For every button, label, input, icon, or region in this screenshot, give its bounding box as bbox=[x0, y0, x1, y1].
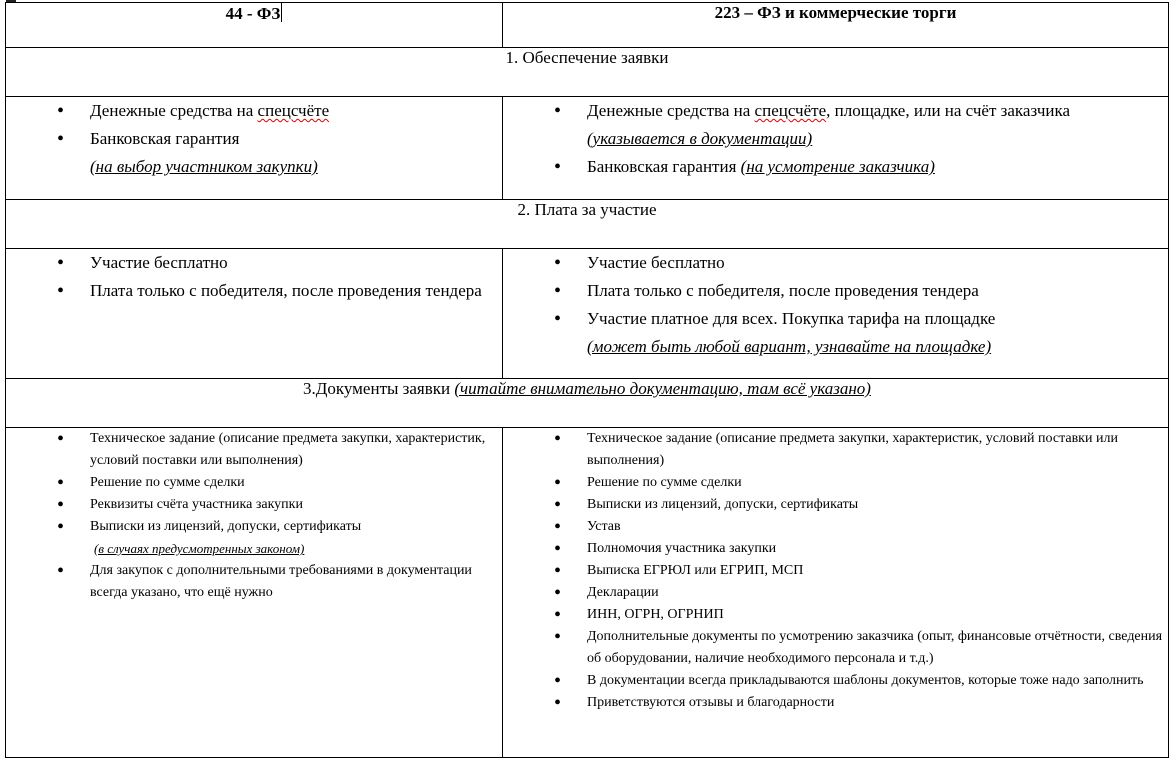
header-row bbox=[6, 3, 1169, 48]
section2-left-cell[interactable] bbox=[6, 249, 503, 379]
section2-right-list bbox=[503, 249, 1168, 361]
section3-right-list bbox=[503, 428, 1168, 714]
section2-title-row bbox=[6, 200, 1169, 249]
list-item bbox=[503, 97, 1168, 153]
header-left-cell[interactable] bbox=[6, 3, 503, 48]
list-item-note: (указывается в документации) bbox=[587, 129, 813, 148]
section2-title: 2. Плата за участие bbox=[517, 200, 657, 219]
list-item: • Приветствуются отзывы и благодарности bbox=[503, 692, 1168, 714]
list-item: • В документации всегда прикладываются шаблоны документов, которые тоже надо заполнить bbox=[503, 670, 1168, 692]
list-item: • Решение по сумме сделки bbox=[6, 472, 502, 494]
section3-right-cell[interactable] bbox=[503, 428, 1169, 758]
section1-left-cell[interactable] bbox=[6, 97, 503, 200]
section1-title: 1. Обеспечение заявки bbox=[505, 48, 669, 67]
list-item-note: (может быть любой вариант, узнавайте на площадке) bbox=[587, 337, 992, 356]
list-item-text: Банковская гарантия bbox=[90, 129, 240, 148]
section3-title-note: (читайте внимательно документацию, там всё указано) bbox=[454, 379, 871, 398]
list-item bbox=[6, 516, 502, 560]
header-left: 44 - ФЗ bbox=[225, 4, 281, 23]
list-item bbox=[6, 97, 502, 125]
section2-content-row bbox=[6, 249, 1169, 379]
list-item: • Выписки из лицензий, допуски, сертификаты bbox=[503, 494, 1168, 516]
header-right-cell[interactable] bbox=[503, 3, 1169, 48]
list-item: • ИНН, ОГРН, ОГРНИП bbox=[503, 604, 1168, 626]
comparison-table bbox=[5, 2, 1169, 758]
list-item: • Декларации bbox=[503, 582, 1168, 604]
section1-right-cell[interactable] bbox=[503, 97, 1169, 200]
list-item: • Дополнительные документы по усмотрению заказчика (опыт, финансовые отчётности, сведения об оборудовании, наличие необходимого персонала и т.д.) bbox=[503, 626, 1168, 670]
section3-title: 3.Документы заявки bbox=[303, 379, 455, 398]
section2-title-cell[interactable] bbox=[6, 200, 1169, 249]
header-right: 223 – ФЗ и коммерческие торги bbox=[714, 3, 957, 22]
section3-title-cell[interactable] bbox=[6, 379, 1169, 428]
spellcheck-word: спецсчёте bbox=[754, 101, 827, 120]
list-item: • Плата только с победителя, после проведения тендера bbox=[6, 277, 502, 305]
list-item-text: Выписки из лицензий, допуски, сертификаты bbox=[90, 519, 362, 534]
text-cursor bbox=[281, 3, 282, 22]
list-item-text: Банковская гарантия bbox=[587, 157, 741, 176]
list-item: • Реквизиты счёта участника закупки bbox=[6, 494, 502, 516]
list-item: • Техническое задание (описание предмета закупки, характеристик, условий поставки или выполнения) bbox=[6, 428, 502, 472]
list-item-text: Денежные средства на bbox=[587, 101, 755, 120]
list-item: • Для закупок с дополнительными требованиями в документации всегда указано, что ещё нужно bbox=[6, 560, 502, 604]
list-item-note: (в случаях предусмотренных законом) bbox=[94, 541, 305, 556]
section3-left-list bbox=[6, 428, 502, 604]
list-item bbox=[6, 125, 502, 181]
list-item: • Участие бесплатно bbox=[503, 249, 1168, 277]
list-item bbox=[503, 153, 1168, 181]
list-item: • Полномочия участника закупки bbox=[503, 538, 1168, 560]
list-item: • Устав bbox=[503, 516, 1168, 538]
section2-right-cell[interactable] bbox=[503, 249, 1169, 379]
list-item: • Решение по сумме сделки bbox=[503, 472, 1168, 494]
section1-title-cell[interactable] bbox=[6, 48, 1169, 97]
section1-title-row bbox=[6, 48, 1169, 97]
list-item-text: Участие платное для всех. Покупка тарифа на площадке bbox=[587, 309, 996, 328]
list-item: • Выписка ЕГРЮЛ или ЕГРИП, МСП bbox=[503, 560, 1168, 582]
section3-title-row bbox=[6, 379, 1169, 428]
list-item-text: , площадке, или на счёт заказчика bbox=[826, 101, 1071, 120]
section3-left-cell[interactable] bbox=[6, 428, 503, 758]
section1-right-list bbox=[503, 97, 1168, 181]
spellcheck-word: спецсчёте bbox=[257, 101, 330, 120]
list-item: • Участие бесплатно bbox=[6, 249, 502, 277]
section3-content-row bbox=[6, 428, 1169, 758]
list-item-text: Денежные средства на bbox=[90, 101, 258, 120]
section1-left-list bbox=[6, 97, 502, 181]
list-item-note: (на выбор участником закупки) bbox=[90, 157, 318, 176]
list-item-note: (на усмотрение заказчика) bbox=[740, 157, 935, 176]
section2-left-list bbox=[6, 249, 502, 305]
list-item: • Плата только с победителя, после проведения тендера bbox=[503, 277, 1168, 305]
list-item: • Техническое задание (описание предмета закупки, характеристик, условий поставки или выполнения) bbox=[503, 428, 1168, 472]
list-item bbox=[503, 305, 1168, 361]
section1-content-row bbox=[6, 97, 1169, 200]
